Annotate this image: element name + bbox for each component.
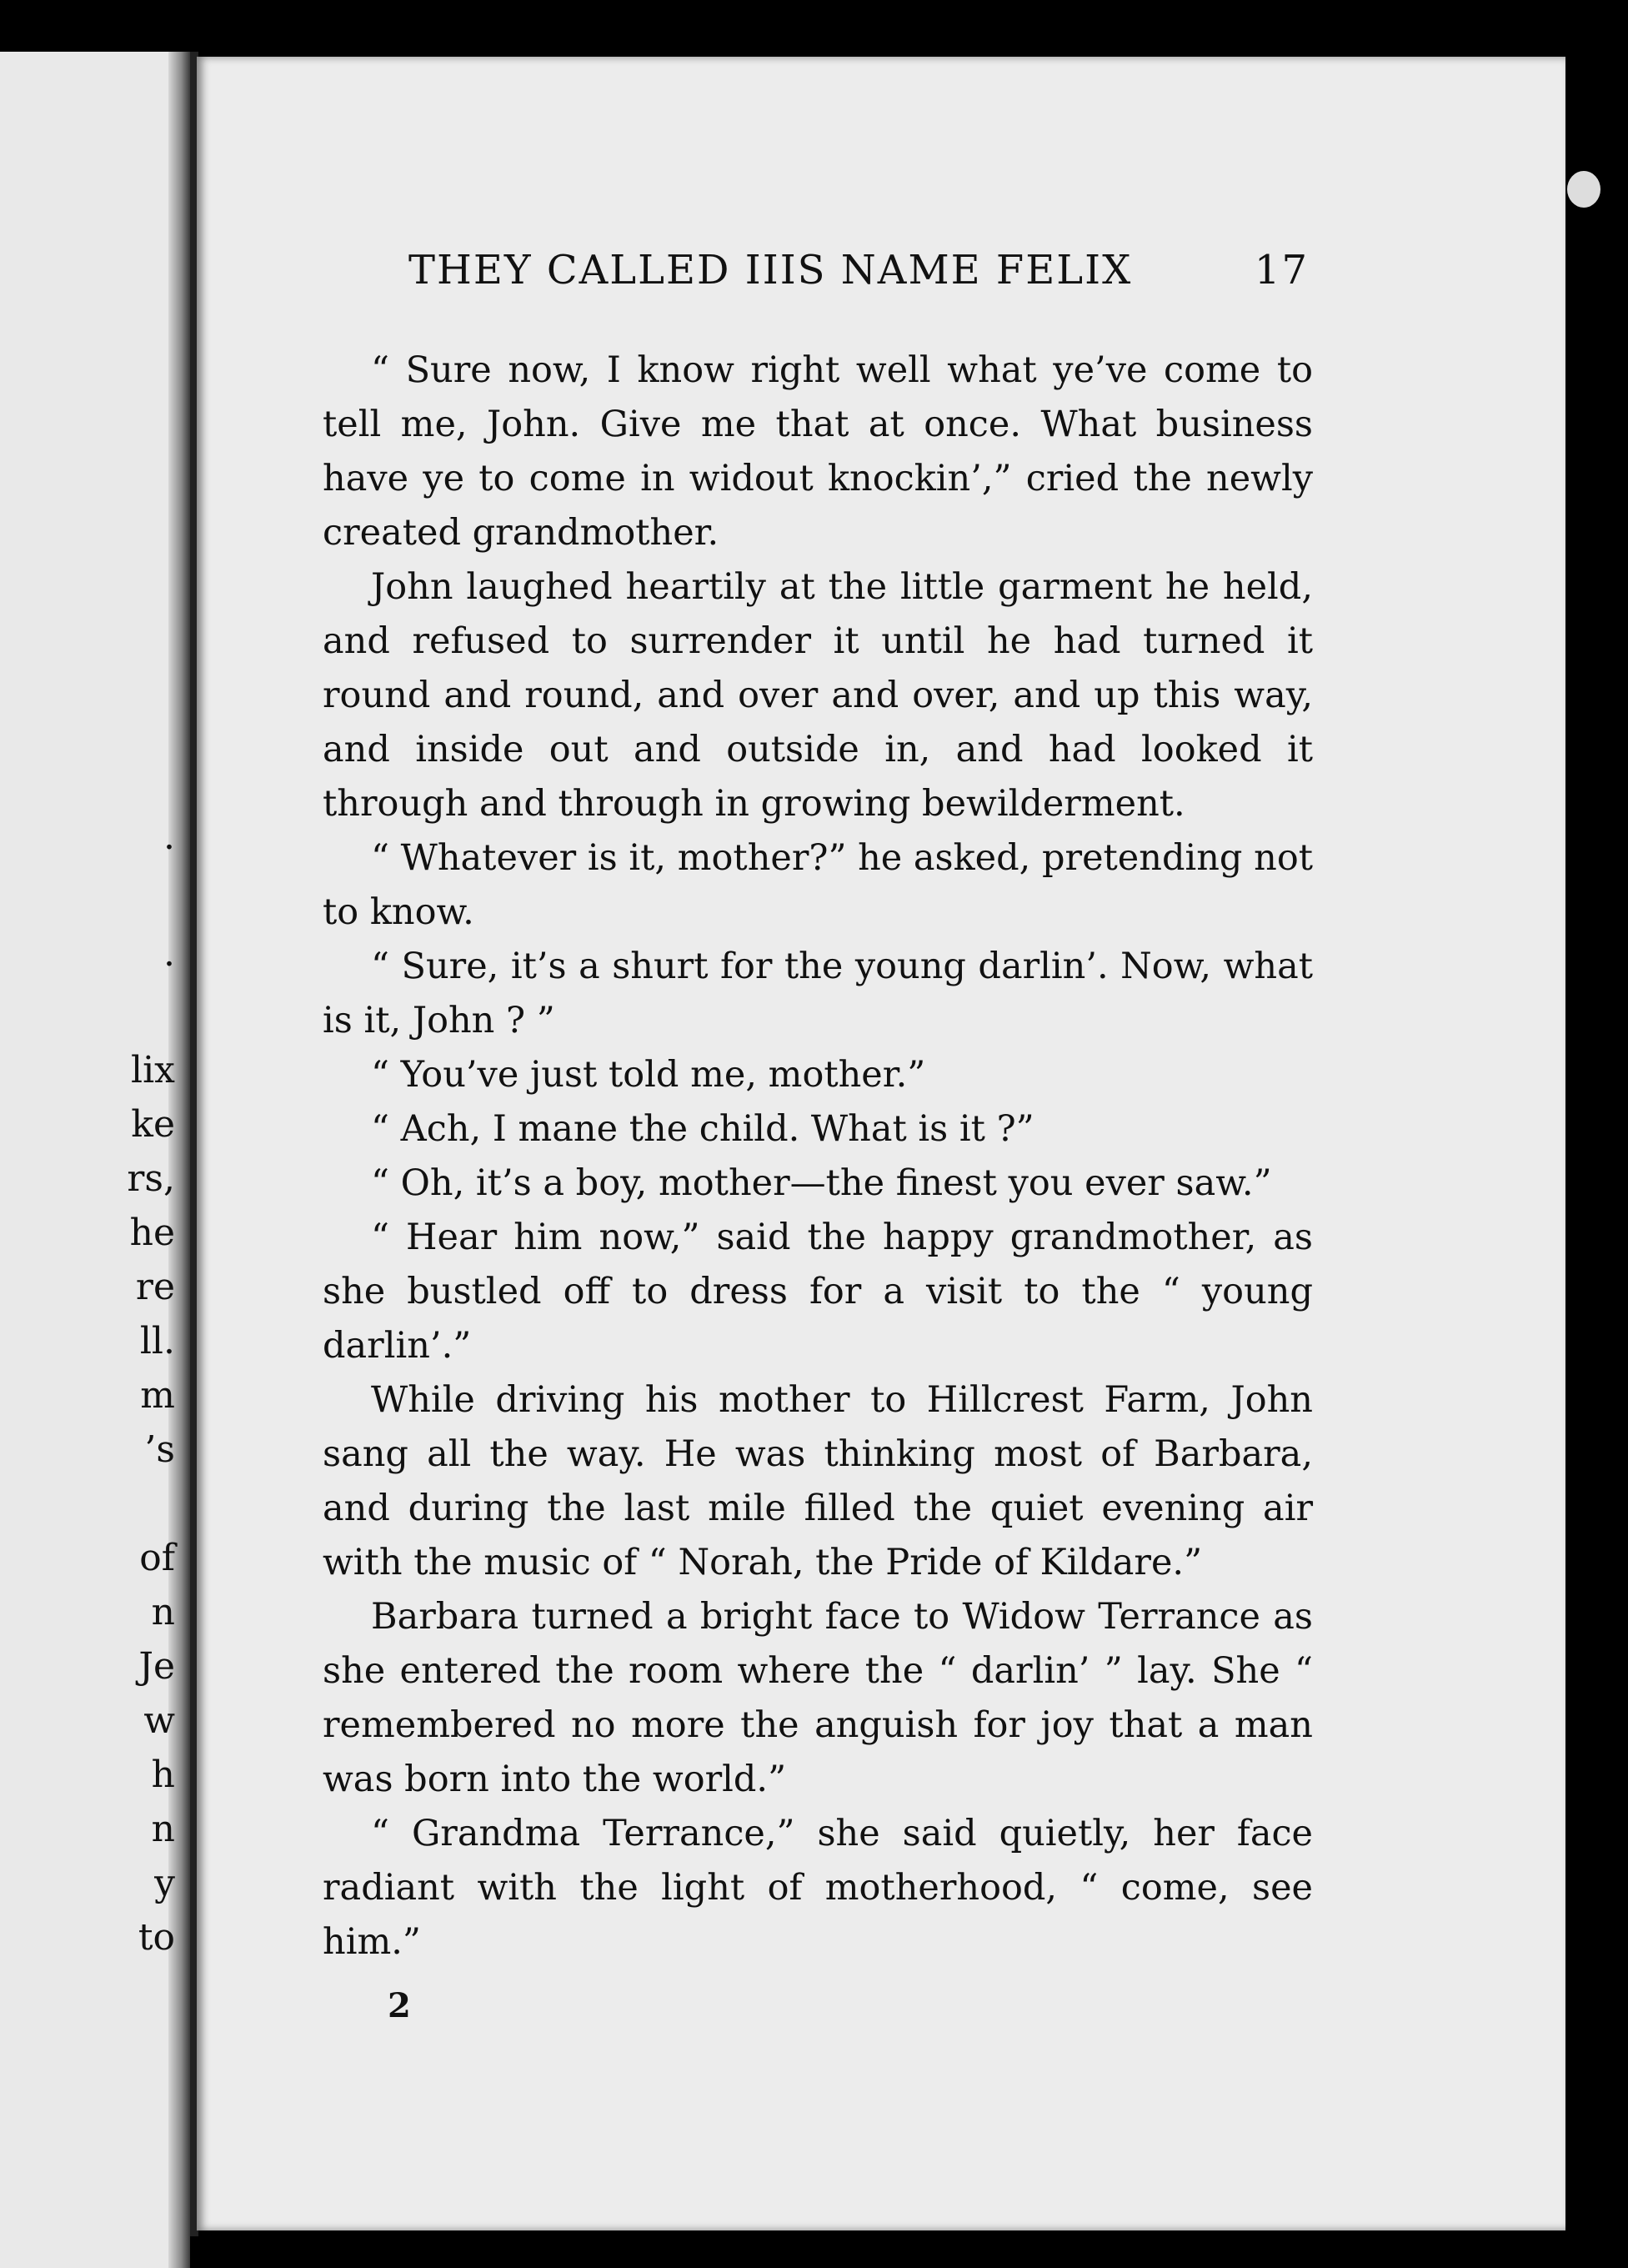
left-fragment: w (143, 1699, 175, 1742)
left-fragment: Je (138, 1645, 175, 1688)
paragraph: “ Grandma Terrance,” she said quietly, her face radiant with the light of motherhood, “ come, see him.” (323, 1813, 1313, 1963)
left-fragment: . (163, 932, 175, 975)
running-header (408, 247, 1309, 294)
left-fragment: he (129, 1212, 175, 1254)
paragraph: “ You’ve just told me, mother.” (371, 1054, 926, 1096)
left-fragment: ke (131, 1103, 175, 1146)
left-fragment: ’s (144, 1428, 175, 1471)
paragraph: “ Sure, it’s a shurt for the young darlin’. Now, what is it, John ? ” (323, 946, 1313, 1041)
paragraph: “ Oh, it’s a boy, mother—the finest you ever saw.” (371, 1162, 1272, 1204)
left-fragment: y (154, 1862, 175, 1904)
left-fragment: ll. (139, 1320, 175, 1362)
page-number: 17 (1254, 247, 1309, 294)
left-fragment: h (151, 1754, 175, 1796)
left-fragment: rs, (127, 1157, 175, 1200)
left-fragment: m (140, 1374, 175, 1417)
left-page (0, 52, 190, 2268)
paragraph: John laughed heartily at the little garment he held, and refused to surrender it until he had turned it round and round, and over and over, and up this way, and inside out and outside in, and had looked it through and through in growing bewilderment. (323, 566, 1313, 825)
left-fragment: . (163, 815, 175, 858)
scan-speck (1567, 171, 1600, 208)
paragraph: While driving his mother to Hillcrest Farm, John sang all the way. He was thinking most of Barbara, and during the last mile filled the quiet evening air with the music of “ Norah, the Pride of Kildare.” (323, 1379, 1313, 1583)
paragraph: Barbara turned a bright face to Widow Terrance as she entered the room where the “ darlin’ ” lay. She “ remembered no more the anguish for joy that a man was born into the world.” (323, 1596, 1313, 1800)
left-fragment: n (151, 1591, 175, 1633)
paragraph: “ Whatever is it, mother?” he asked, pretending not to know. (323, 837, 1313, 933)
paragraph: “ Hear him now,” said the happy grandmother, as she bustled off to dress for a visit to the “ young darlin’.” (323, 1217, 1313, 1367)
left-fragment: re (135, 1266, 175, 1308)
page-body (323, 344, 1313, 1969)
paragraph: “ Ach, I mane the child. What is it ?” (371, 1108, 1034, 1150)
left-fragment: of (139, 1537, 175, 1579)
running-title: THEY CALLED IIIS NAME FELIX (408, 247, 1133, 294)
signature-mark: 2 (388, 1986, 411, 2025)
left-fragment: lix (131, 1049, 175, 1091)
left-fragment: to (138, 1916, 175, 1959)
paragraph: “ Sure now, I know right well what ye’ve come to tell me, John. Give me that at once. What business have ye to come in widout knockin’,” cried the newly created grandmother. (323, 349, 1313, 554)
left-fragment: n (151, 1808, 175, 1850)
